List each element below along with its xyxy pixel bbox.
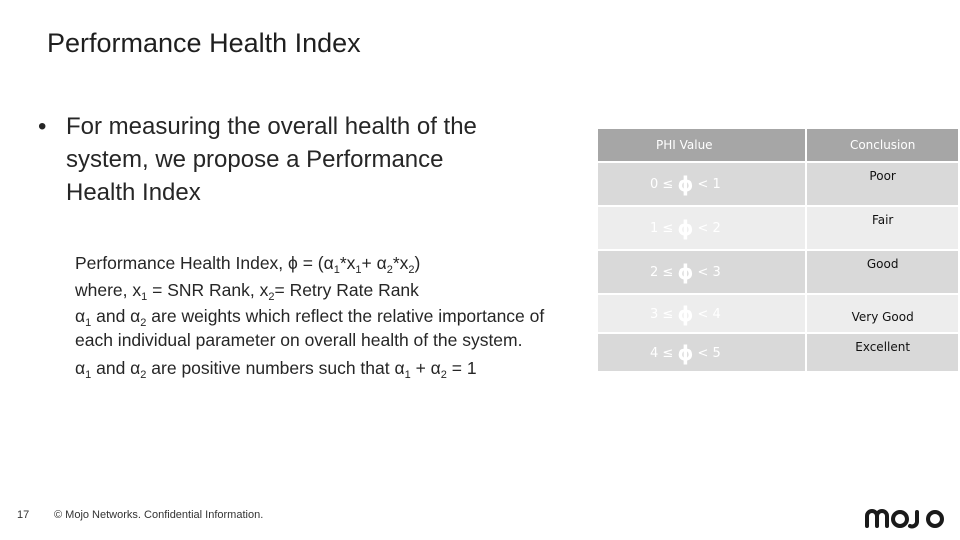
slide-title: Performance Health Index	[47, 28, 361, 58]
conclusion-cell: Excellent	[807, 334, 958, 371]
formula-block	[75, 250, 545, 382]
header-phi-value: PHI Value	[598, 129, 805, 161]
bullet-marker: •	[38, 113, 47, 140]
footer-copyright: © Mojo Networks. Confidential Information.	[54, 509, 264, 521]
table-row	[598, 334, 958, 371]
bullet-text: For measuring the overall health of the system, we propose a Performance Health Index	[66, 113, 477, 206]
header-conclusion: Conclusion	[807, 129, 958, 161]
table-row	[598, 163, 958, 205]
conclusion-cell: Fair	[807, 207, 958, 249]
formula-line-definition: Performance Health Index, $\phi = (\alpha_1*x_1+ \alpha_2*x_2)$	[75, 253, 421, 276]
phi-table	[596, 127, 960, 373]
phi-range-cell: 0 ≤ ϕ < 1	[598, 163, 805, 205]
slide-number: 17	[17, 509, 30, 521]
mojo-logo	[864, 504, 948, 530]
formula-line-where: where, $x_1$ = SNR Rank, $x_2=$ Retry Rate Rank	[75, 280, 419, 303]
formula-line-constraint: $\alpha_1$ and $\alpha_2$ are positive numbers such that $\alpha_1 + \alpha_2 = 1$	[75, 358, 477, 381]
formula-line-weights: $\alpha_1$ and $\alpha_2$ are weights which reflect the relative importance of each individual parameter on overall health of the system.	[75, 306, 545, 350]
phi-range-cell: 2 ≤ ϕ < 3	[598, 251, 805, 293]
phi-range-cell: 4 ≤ ϕ < 5	[598, 334, 805, 371]
table-row	[598, 207, 958, 249]
conclusion-cell: Poor	[807, 163, 958, 205]
bullet-point	[38, 110, 518, 209]
phi-range-cell: 3 ≤ ϕ < 4	[598, 295, 805, 332]
conclusion-cell: Good	[807, 251, 958, 293]
phi-range-cell: 1 ≤ ϕ < 2	[598, 207, 805, 249]
table-row	[598, 295, 958, 332]
table-row	[598, 251, 958, 293]
conclusion-cell: Very Good	[807, 295, 958, 332]
